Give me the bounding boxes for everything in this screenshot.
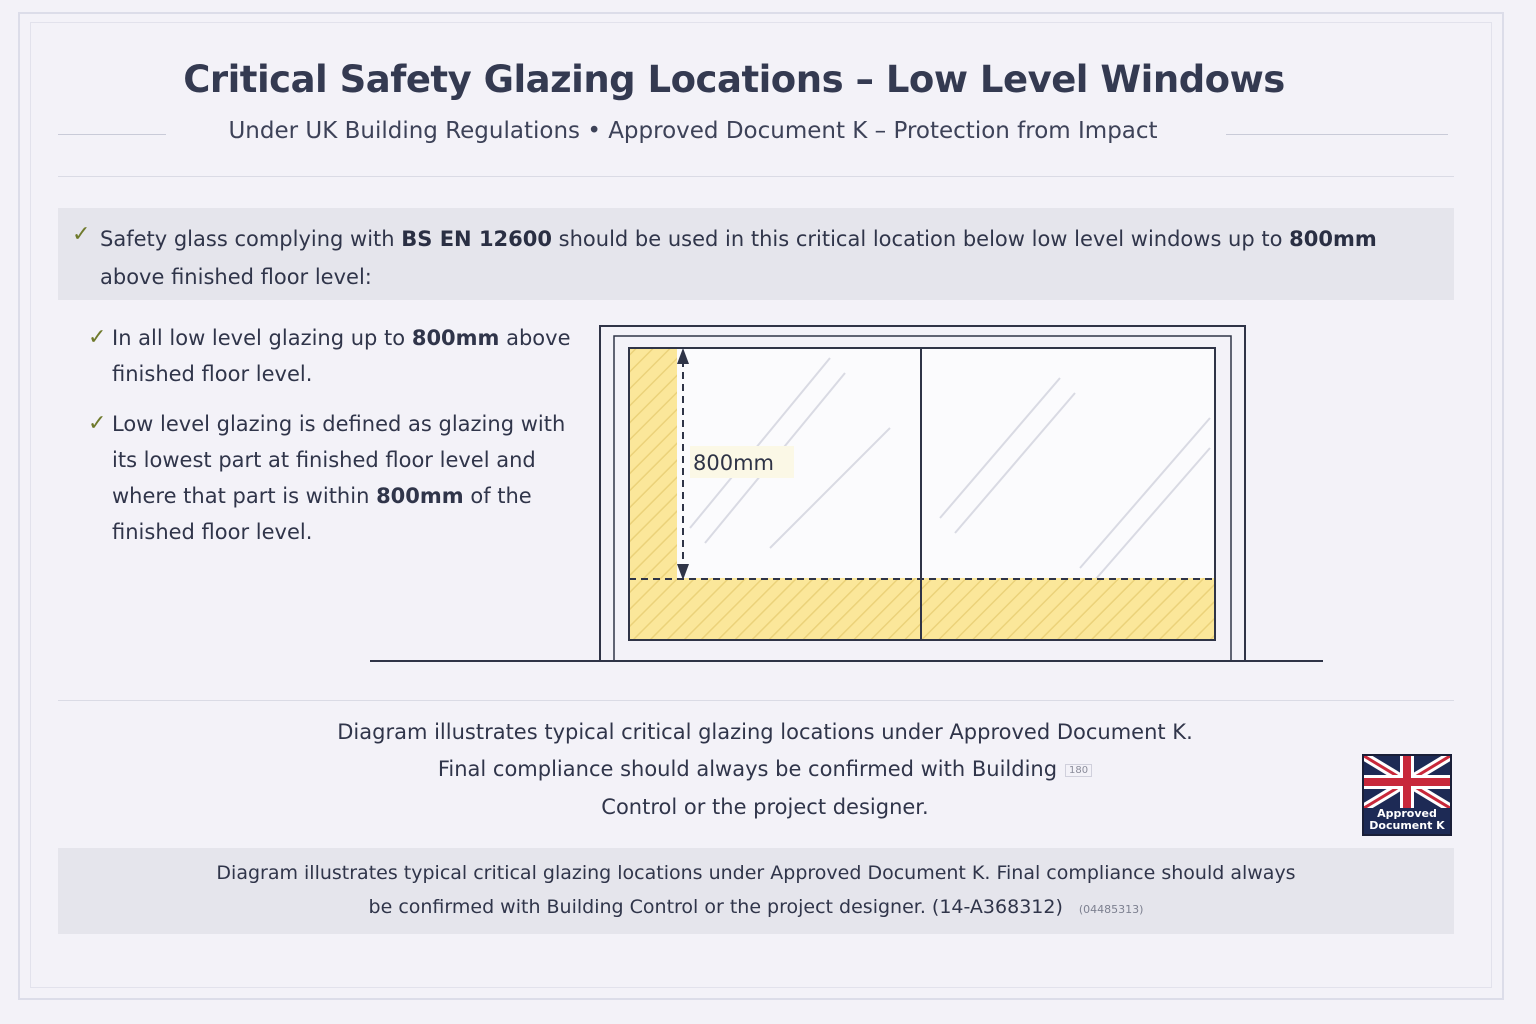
page-title: Critical Safety Glazing Locations – Low Level Windows bbox=[183, 58, 1285, 101]
badge-line1: Approved bbox=[1377, 807, 1437, 820]
divider-top bbox=[58, 176, 1454, 177]
subtitle-row bbox=[58, 116, 1448, 150]
footer-note bbox=[58, 848, 1454, 934]
disclaimer-line2 bbox=[240, 751, 1290, 789]
footer-line2 bbox=[58, 890, 1454, 927]
window-diagram bbox=[360, 318, 1330, 670]
checkmark-icon: ✓ bbox=[88, 325, 107, 350]
union-flag-icon bbox=[1364, 756, 1450, 808]
reference-code: (04485313) bbox=[1078, 903, 1144, 916]
page-subtitle: Under UK Building Regulations • Approved Document K – Protection from Impact bbox=[228, 118, 1158, 144]
disclaimer bbox=[240, 714, 1290, 826]
bullet-bold: 800mm bbox=[411, 326, 500, 350]
disclaimer-line1: Diagram illustrates typical critical glazing locations under Approved Document K. bbox=[337, 720, 1193, 744]
checkmark-icon: ✓ bbox=[72, 222, 91, 247]
badge-label bbox=[1364, 808, 1450, 832]
height-limit: 800mm bbox=[1289, 227, 1377, 251]
dimension-label: 800mm bbox=[693, 451, 774, 475]
divider-middle bbox=[58, 700, 1454, 701]
requirement-text-part3: above finished floor level: bbox=[100, 265, 372, 289]
bullet-text-part2: above finished floor level. bbox=[112, 326, 571, 386]
requirement-notice bbox=[58, 208, 1454, 300]
footer-line1: Diagram illustrates typical critical glazing locations under Approved Document K. Final compliance should always bbox=[216, 862, 1296, 884]
requirement-text-part1: Safety glass complying with bbox=[100, 227, 402, 251]
bullet-text-part1: In all low level glazing up to bbox=[112, 326, 412, 350]
standard-reference: BS EN 12600 bbox=[401, 227, 552, 251]
bullet-bold: 800mm bbox=[376, 484, 464, 508]
badge-line2: Document K bbox=[1369, 819, 1445, 832]
requirement-text-part2: should be used in this critical location below low level windows up to bbox=[552, 227, 1290, 251]
subtitle-divider-right bbox=[1226, 134, 1448, 135]
bullet-text-part2: of the finished floor level. bbox=[112, 484, 532, 544]
subtitle-divider-left bbox=[58, 134, 166, 135]
hazard-zone-side bbox=[629, 348, 677, 578]
disclaimer-line3: Control or the project designer. bbox=[601, 794, 929, 819]
bullet-text-part1: Low level glazing is defined as glazing with its lowest part at finished floor level and where that part is within bbox=[112, 412, 566, 508]
disclaimer-mark: 180 bbox=[1065, 764, 1092, 777]
checkmark-icon: ✓ bbox=[88, 411, 107, 436]
disclaimer-line2-text: Final compliance should always be confirmed with Building bbox=[437, 757, 1058, 781]
requirement-text bbox=[100, 220, 1434, 296]
approved-document-k-badge bbox=[1362, 754, 1452, 836]
footer-line2-text: be confirmed with Building Control or the project designer. (14-A368312) bbox=[368, 896, 1063, 918]
